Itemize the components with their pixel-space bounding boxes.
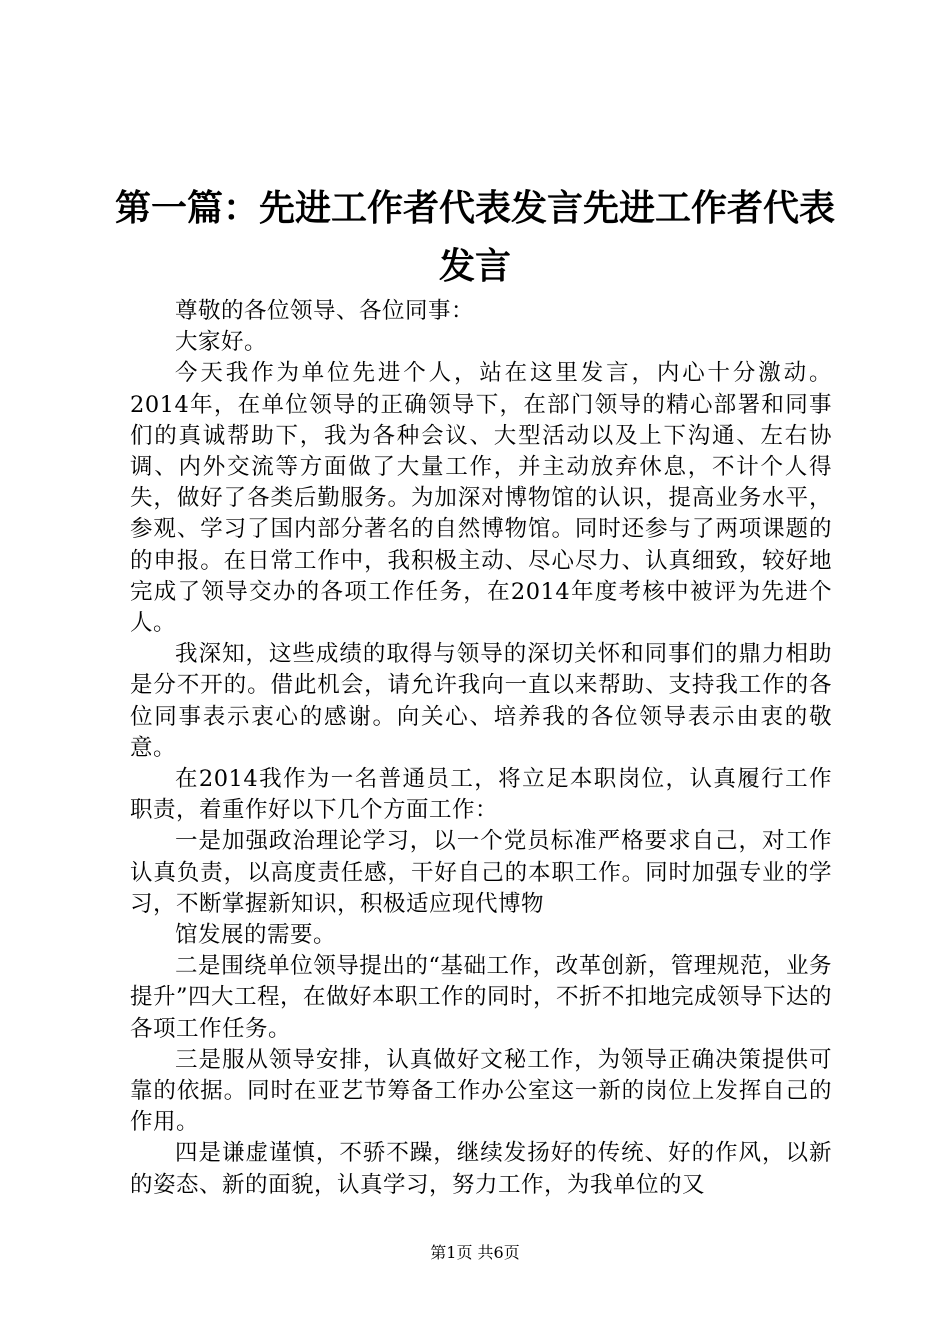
paragraph-greeting: 大家好。 [175, 329, 268, 356]
paragraph: 在2014我作为一名普通员工，将立足本职岗位，认真履行工作职责，着重作好以下几个方面工作： [130, 766, 832, 824]
paragraph: 二是围绕单位领导提出的“基础工作，改革创新，管理规范，业务提升”四大工程，在做好本职工作的同时，不折不扣地完成领导下达的各项工作任务。 [130, 953, 833, 1042]
paragraph: 一是加强政治理论学习，以一个党员标准严格要求自己，对工作认真负责，以高度责任感，干好自己的本职工作。同时加强专业的学习，不断掌握新知识，积极适应现代博物 [130, 828, 832, 917]
paragraph: 四是谦虚谨慎，不骄不躁，继续发扬好的传统、好的作风，以新的姿态、新的面貌，认真学习，努力工作，为我单位的又 [130, 1140, 832, 1198]
document-body [130, 296, 832, 1201]
paragraph-continuation: 馆发展的需要。 [175, 922, 337, 949]
paragraph: 我深知，这些成绩的取得与领导的深切关怀和同事们的鼎力相助是分不开的。借此机会，请允许我向一直以来帮助、支持我工作的各位同事表示衷心的感谢。向关心、培养我的各位领导表示由衷的敬意。 [130, 641, 832, 761]
paragraph: 今天我作为单位先进个人，站在这里发言，内心十分激动。2014年，在单位领导的正确领导下，在部门领导的精心部署和同事们的真诚帮助下，我为各种会议、大型活动以及上下沟通、左右协调、内外交流等方面做了大量工作，并主动放弃休息，不计个人得失，做好了各类后勤服务。为加深对博物馆的认识，提高业务水平，参观、学习了国内部分著名的自然博物馆。同时还参与了两项课题的的申报。在日常工作中，我积极主动、尽心尽力、认真细致，较好地完成了领导交办的各项工作任务，在2014年度考核中被评为先进个人。 [130, 360, 832, 637]
paragraph-salutation: 尊敬的各位领导、各位同事： [175, 298, 475, 324]
page-footer: 第1页 共6页 [430, 1243, 520, 1262]
paragraph: 三是服从领导安排，认真做好文秘工作，为领导正确决策提供可靠的依据。同时在亚艺节筹备工作办公室这一新的岗位上发挥自己的作用。 [130, 1046, 832, 1136]
document-title: 第一篇：先进工作者代表发言先进工作者代表发言 [114, 188, 835, 287]
